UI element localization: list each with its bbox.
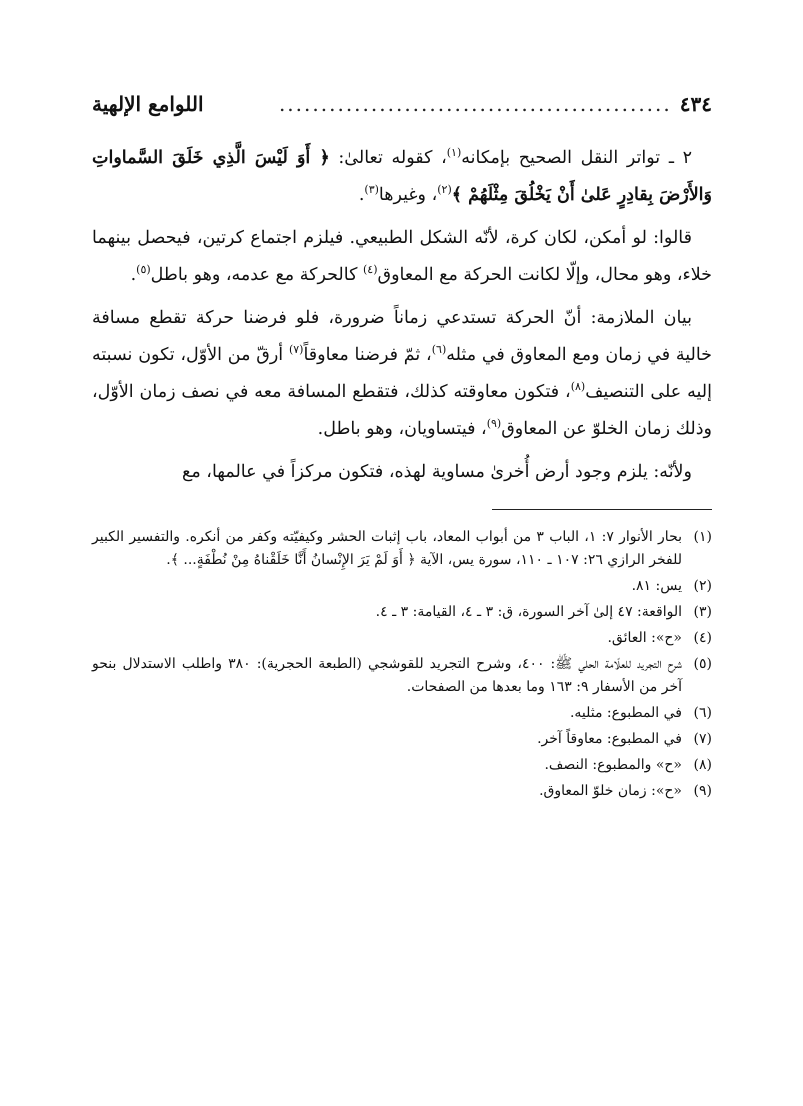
text-run: ، فتكون معاوقته كذلك، فتقطع المسافة معه في نصف زمان الأوّل، وذلك زمان الخلوّ عن المعاوق [92, 382, 712, 439]
footnote-ref-1: (١) [446, 146, 462, 160]
footnote-number: (٦) [693, 705, 712, 721]
footnote-number: (٩) [693, 783, 712, 799]
text-run: ، وغيرها [378, 185, 438, 205]
footnote-text: في المطبوع: مثليه. [569, 705, 682, 721]
footnote [92, 780, 712, 803]
footnote-text: «ح»: العائق. [607, 630, 682, 646]
footnote-number: (٧) [693, 731, 712, 747]
text-run: ٢ ـ تواتر النقل الصحيح بإمكانه [461, 148, 693, 168]
footnote-number: (٥) [693, 656, 712, 672]
footnote-ref-7: (٧) [288, 343, 304, 357]
page-number: ٤٣٤ [679, 92, 712, 116]
footnote-text: «ح» والمطبوع: النصف. [544, 757, 682, 773]
text-run: . [130, 265, 137, 285]
footnote-ref-9: (٩) [486, 417, 502, 431]
footnote-ref-5: (٥) [136, 263, 151, 277]
footnote [92, 728, 712, 751]
footnote-number: (٢) [693, 578, 712, 594]
text-run: ، كقوله تعالىٰ: [329, 148, 447, 168]
text-run: أرقّ من الأوّل، تكون نسبته إليه على التنصيف [92, 345, 712, 402]
footnote [92, 575, 712, 598]
footnote [92, 526, 712, 572]
footnote-ref-4: (٤) [362, 263, 378, 277]
paragraph-1 [92, 140, 712, 214]
footnote-ref-6: (٦) [431, 343, 447, 357]
leader-dots: ............................................... [278, 92, 672, 116]
text-run: ، فيتساويان، وهو باطل. [317, 419, 487, 439]
footnote-ref-2: (٢) [437, 183, 452, 197]
footnote-number: (١) [693, 529, 712, 545]
footnote-ref-8: (٨) [570, 380, 586, 394]
text-run: . [358, 185, 365, 205]
footnote-text: في المطبوع: معاوقاً آخر. [537, 731, 682, 747]
quran-verse: ﴿ أَوَ لَيْسَ الَّذِي خَلَقَ السَّماواتِ وَالأَرْضَ بِقادِرٍ عَلىٰ أَنْ يَخْلُقَ مِثْلَهُمْ ﴾ [92, 148, 712, 205]
footnote-number: (٣) [693, 604, 712, 620]
footnote-text: الواقعة: ٤٧ إلىٰ آخر السورة، ق: ٣ ـ ٤، القيامة: ٣ ـ ٤. [375, 604, 682, 620]
text-run: ، ثمّ فرضنا معاوقاً [303, 345, 432, 365]
main-text [92, 140, 712, 491]
footnote [92, 601, 712, 624]
paragraph-4: ولأنّه: يلزم وجود أرض أُخرىٰ مساوية لهذه، فتكون مركزاً في عالمها، مع [182, 462, 692, 482]
footnote-text: يس: ٨١. [631, 578, 682, 594]
footnote-separator [492, 509, 712, 510]
text-run: كالحركة مع عدمه، وهو باطل [150, 265, 363, 285]
footnotes [92, 526, 712, 803]
text-run: بيان الملازمة: أنّ الحركة تستدعي زماناً ضرورة، فلو فرضنا حركة تقطع مسافة خالية في زمان ومع المعاوق في مثله [92, 308, 712, 365]
paragraph-3 [92, 300, 712, 448]
footnote-text: «ح»: زمان خلوّ المعاوق. [539, 783, 682, 799]
footnote-ref-3: (٣) [364, 183, 379, 197]
running-header [92, 92, 712, 126]
footnote [92, 653, 712, 699]
footnote-text: شرح التجريد للعلّامة الحلي ﷺ: ٤٠٠، وشرح التجريد للقوشجي (الطبعة الحجرية): ٣٨٠ واطلب الاستدلال بنحو آخر من الأسفار ٩: ١٦٣ وما بعدها من الصفحات. [92, 656, 682, 695]
footnote [92, 627, 712, 650]
footnote-number: (٨) [693, 757, 712, 773]
book-page [92, 92, 712, 806]
footnote-text: بحار الأنوار ٧: ١، الباب ٣ من أبواب المعاد، باب إثبات الحشر وكيفيّته وكفر من أنكره. والتفسير الكبير للفخر الرازي ٢٦: ١٠٧ ـ ١١٠، سورة يس، الآية ﴿ أَوَ لَمْ يَرَ الإِنْسانُ أَنَّا خَلَقْناهُ مِنْ نُطْفَةٍ... ﴾. [92, 529, 683, 568]
running-title: اللوامع الإلهية [92, 92, 204, 116]
footnote-number: (٤) [693, 630, 712, 646]
paragraph-2 [92, 220, 712, 294]
footnote [92, 754, 712, 777]
text-run: قالوا: لو أمكن، لكان كرة، لأنّه الشكل الطبيعي. فيلزم اجتماع كرتين، فيحصل بينهما خلاء، وهو محال، وإلّا لكانت الحركة مع المعاوق [92, 228, 712, 285]
footnote [92, 702, 712, 725]
